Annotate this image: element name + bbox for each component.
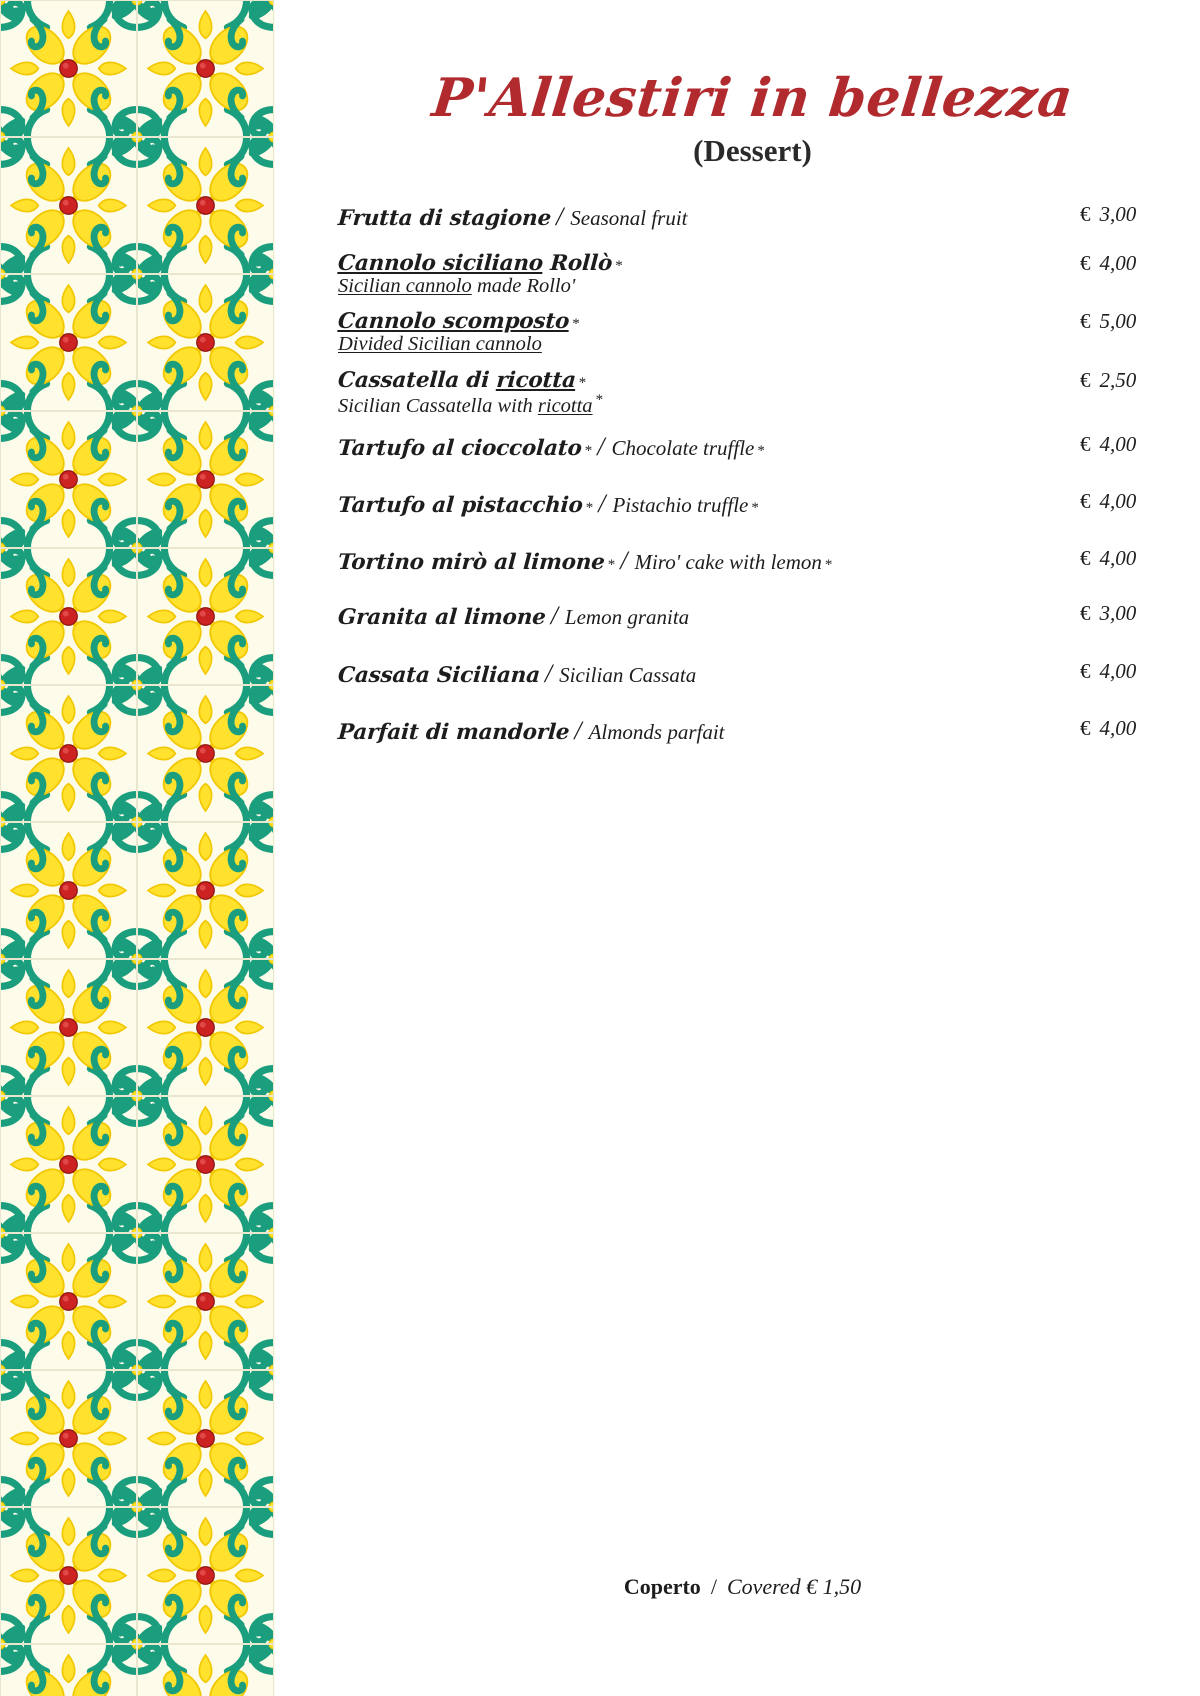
menu-item	[338, 309, 1170, 356]
name-separator: /	[597, 431, 605, 461]
currency-symbol: €	[1080, 715, 1091, 740]
currency-symbol: €	[1080, 202, 1091, 226]
menu-item-names	[338, 309, 580, 334]
menu-item	[338, 432, 1170, 462]
menu-item-description: Sicilian cannolo made Rollo'	[338, 275, 576, 297]
menu-item-name-en: Sicilian Cassata	[559, 662, 697, 687]
menu-item-name-it: Cassata Siciliana	[337, 662, 541, 688]
menu-item-name-it: Frutta di stagione	[337, 206, 552, 231]
majolica-tile-icon	[137, 959, 274, 1096]
menu-item-name-en: Chocolate truffle	[611, 435, 755, 460]
menu-item	[338, 251, 1170, 298]
allergen-asterisk-icon: *	[585, 499, 594, 516]
majolica-tile-icon	[137, 548, 274, 685]
menu-item-price	[1078, 601, 1170, 626]
cover-separator: /	[710, 1574, 717, 1599]
allergen-asterisk-icon: *	[607, 556, 616, 573]
majolica-tile-icon	[0, 274, 137, 411]
name-separator: /	[550, 600, 558, 630]
allergen-asterisk-icon: *	[572, 316, 580, 332]
majolica-tile-icon	[0, 137, 137, 274]
menu-item-name-en: Pistachio truffle	[612, 492, 749, 517]
menu-item-names	[338, 489, 759, 519]
price-amount: 5,00	[1099, 309, 1137, 333]
menu-item-price	[1078, 432, 1170, 457]
majolica-tile-icon	[137, 0, 274, 137]
menu-item-name-en: Lemon granita	[564, 604, 690, 629]
menu-item	[338, 489, 1170, 519]
menu-item-row	[338, 202, 1170, 232]
price-amount: 4,00	[1099, 715, 1137, 740]
menu-item-row	[338, 309, 1170, 334]
price-amount: 4,00	[1099, 658, 1137, 683]
allergen-asterisk-icon: *	[595, 392, 604, 408]
menu-item-names	[338, 251, 623, 276]
price-amount: 4,00	[1099, 545, 1137, 570]
price-amount: 2,50	[1099, 368, 1137, 392]
menu-item-names	[338, 432, 765, 462]
cover-label-en: Covered € 1,50	[726, 1574, 862, 1599]
name-separator: /	[556, 202, 564, 231]
menu-item-name-it: Tortino mirò al limone	[337, 549, 606, 575]
currency-symbol: €	[1080, 431, 1091, 456]
menu-item-row	[338, 546, 1170, 576]
menu-item-row	[338, 716, 1170, 746]
menu-item-names	[338, 202, 688, 232]
menu-header	[275, 0, 1200, 166]
majolica-tile-icon	[137, 274, 274, 411]
cover-label-it: Coperto	[623, 1574, 701, 1599]
menu-item-price	[1078, 202, 1170, 227]
menu-item-name-en: Seasonal fruit	[570, 206, 688, 230]
majolica-tile-icon	[0, 959, 137, 1096]
majolica-tile-icon	[0, 1644, 137, 1696]
menu-item-names	[338, 546, 832, 576]
menu-item-names	[338, 368, 586, 393]
menu-item-name-it: Tartufo al pistacchio	[337, 492, 584, 518]
menu-item-price	[1078, 489, 1170, 514]
decorative-tile-border	[0, 0, 275, 1696]
price-amount: 3,00	[1099, 202, 1137, 226]
majolica-tile-icon	[137, 685, 274, 822]
allergen-asterisk-icon: *	[824, 556, 833, 573]
majolica-tile-icon	[0, 822, 137, 959]
majolica-tile-icon	[0, 1370, 137, 1507]
menu-item-price	[1078, 368, 1170, 393]
currency-symbol: €	[1080, 658, 1091, 683]
name-separator: /	[574, 715, 582, 745]
majolica-tile-icon	[0, 411, 137, 548]
menu-item	[338, 716, 1170, 746]
majolica-tile-icon	[0, 1233, 137, 1370]
menu-item-price	[1078, 659, 1170, 684]
menu-item-name-it: Cannolo siciliano Rollò	[337, 251, 614, 276]
menu-item	[338, 546, 1170, 576]
allergen-asterisk-icon: *	[578, 375, 587, 391]
menu-item-row	[338, 601, 1170, 631]
menu-item-price	[1078, 309, 1170, 334]
menu-item-price	[1078, 546, 1170, 571]
menu-item-name-it: Parfait di mandorle	[337, 719, 571, 745]
price-amount: 3,00	[1099, 600, 1137, 625]
currency-symbol: €	[1080, 368, 1091, 392]
price-amount: 4,00	[1099, 488, 1137, 513]
menu-item-price	[1078, 716, 1170, 741]
majolica-tile-icon	[137, 1644, 274, 1696]
menu-item-names	[338, 716, 725, 746]
allergen-asterisk-icon: *	[757, 442, 765, 459]
menu-item-description: Sicilian Cassatella with ricotta *	[338, 392, 604, 417]
majolica-tile-icon	[137, 822, 274, 959]
menu-item-price	[1078, 251, 1170, 276]
menu-item-row	[338, 489, 1170, 519]
majolica-tile-icon	[0, 1096, 137, 1233]
currency-symbol: €	[1080, 309, 1091, 333]
menu-item	[338, 368, 1170, 418]
menu-item-name-it: Cannolo scomposto	[337, 309, 571, 334]
name-separator: /	[620, 545, 628, 575]
allergen-asterisk-icon: *	[615, 258, 623, 274]
menu-item-row	[338, 368, 1170, 393]
name-separator: /	[598, 488, 606, 518]
majolica-tile-icon	[0, 548, 137, 685]
page-subtitle: (Dessert)	[693, 133, 812, 168]
currency-symbol: €	[1080, 488, 1091, 513]
footer-cover-charge	[275, 1574, 1200, 1600]
menu-item-names	[338, 601, 689, 631]
menu-item-description: Divided Sicilian cannolo	[338, 333, 542, 355]
menu-item-name-en: Miro' cake with lemon	[634, 549, 822, 574]
majolica-tile-icon	[137, 1096, 274, 1233]
menu-item-row	[338, 659, 1170, 689]
menu-item-name-it: Granita al limone	[337, 604, 547, 630]
majolica-tile-icon	[0, 685, 137, 822]
menu-item-names	[338, 659, 696, 689]
majolica-tile-icon	[137, 411, 274, 548]
allergen-asterisk-icon: *	[584, 442, 593, 459]
majolica-tile-icon	[137, 1233, 274, 1370]
currency-symbol: €	[1080, 251, 1091, 275]
majolica-tile-icon	[137, 1507, 274, 1644]
menu-content	[275, 0, 1200, 1696]
menu-item-name-it: Cassatella di ricotta	[337, 368, 577, 393]
majolica-tile-icon	[137, 1370, 274, 1507]
majolica-tile-icon	[0, 0, 137, 137]
menu-item-name-en: Almonds parfait	[588, 719, 725, 744]
menu-item-name-it: Tartufo al cioccolato	[337, 435, 583, 461]
currency-symbol: €	[1080, 545, 1091, 570]
allergen-asterisk-icon: *	[751, 499, 759, 516]
page-title: P'Allestiri in bellezza	[429, 67, 1076, 129]
currency-symbol: €	[1080, 600, 1091, 625]
majolica-tile-icon	[137, 137, 274, 274]
menu-item	[338, 659, 1170, 689]
menu-item	[338, 601, 1170, 631]
price-amount: 4,00	[1099, 431, 1137, 456]
price-amount: 4,00	[1099, 251, 1137, 275]
majolica-tile-icon	[0, 1507, 137, 1644]
menu-item-row	[338, 251, 1170, 276]
name-separator: /	[544, 658, 553, 688]
menu-item	[338, 202, 1170, 232]
menu-item-row	[338, 432, 1170, 462]
menu-items-list	[275, 202, 1200, 746]
